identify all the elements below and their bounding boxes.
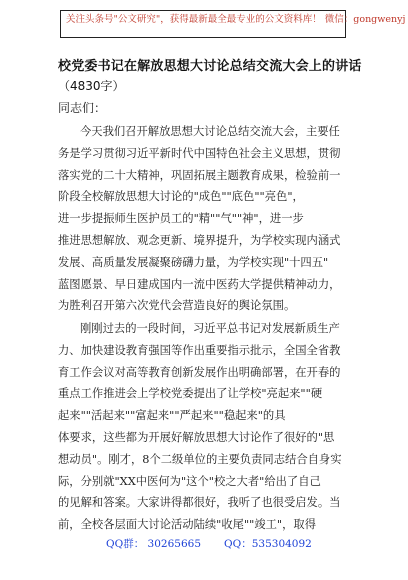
paragraph-line: 落实党的二十大精神，巩固拓展主题教育成果，检验前一	[58, 168, 341, 182]
paragraph-line: 推进思想解放、观念更新、境界提升，为学校实现内涵式	[58, 233, 341, 247]
paragraph-line: 刚刚过去的一段时间，习近平总书记对发展新质生产	[80, 322, 340, 335]
paragraph-line: 务是学习贯彻习近平新时代中国特色社会主义思想，贯彻	[58, 146, 341, 160]
header-banner-text	[66, 14, 406, 26]
paragraph-line: 重点工作推进会上学校党委提出了让学校"亮起来""硬	[58, 387, 323, 401]
paragraph-1	[58, 121, 364, 317]
greeting: 同志们：	[58, 101, 107, 115]
paragraph-line: 体要求，这些都为开展好解放思想大讨论作了很好的"思	[58, 430, 335, 444]
paragraph-2	[58, 318, 364, 536]
paragraph-line: 前，全校各层面大讨论活动陆续"收尾""竣工"，取得	[58, 518, 317, 532]
document-title: 校党委书记在解放思想大讨论总结交流大会上的讲话	[58, 59, 362, 74]
paragraph-line: 的见解和答案。大家讲得都很好，我听了也很受启发。当	[58, 496, 341, 510]
paragraph-line: 进一步提振师生医护员工的"精""气""神"，进一步	[58, 212, 304, 226]
footer-qq-group-link[interactable]: QQ群： 30265665	[106, 538, 201, 550]
paragraph-line: 育工作会议对高等教育创新发展作出明确部署，在开春的	[58, 365, 341, 379]
paragraph-line: 阶段全校解放思想大讨论的"成色""底色""亮色"，	[58, 190, 304, 204]
paragraph-line: 蓝图愿景、早日建成国内一流中医药大学提供精神动力，	[58, 277, 341, 291]
paragraph-line: 今天我们召开解放思想大讨论总结交流大会，主要任	[80, 125, 340, 138]
footer-qq-link[interactable]: QQ：535304092	[224, 538, 312, 550]
header-promo-text: 关注头条号"公文研究"，获得最新最全最专业的公文资料库！ 微信：	[66, 14, 354, 25]
paragraph-line: 为胜利召开第六次党代会营造良好的舆论氛围。	[58, 299, 296, 313]
header-wechat-id: gongwenyj	[353, 14, 406, 25]
paragraph-line: 想动员"。刚才，8个二级单位的主要负责同志结合自身实	[58, 452, 342, 466]
paragraph-line: 际，分别就"XX中医何为"这个"校之大者"给出了自己	[58, 474, 321, 488]
word-count: （4830字）	[58, 79, 125, 93]
paragraph-line: 起来""活起来""富起来""严起来""稳起来"的具	[58, 409, 286, 423]
paragraph-line: 发展、高质量发展凝聚磅礴力量，为学校实现"十四五"	[58, 255, 329, 269]
footer-contacts	[0, 536, 408, 552]
paragraph-line: 力、加快建设教育强国等作出重要指示批示，全国全省教	[58, 343, 341, 357]
